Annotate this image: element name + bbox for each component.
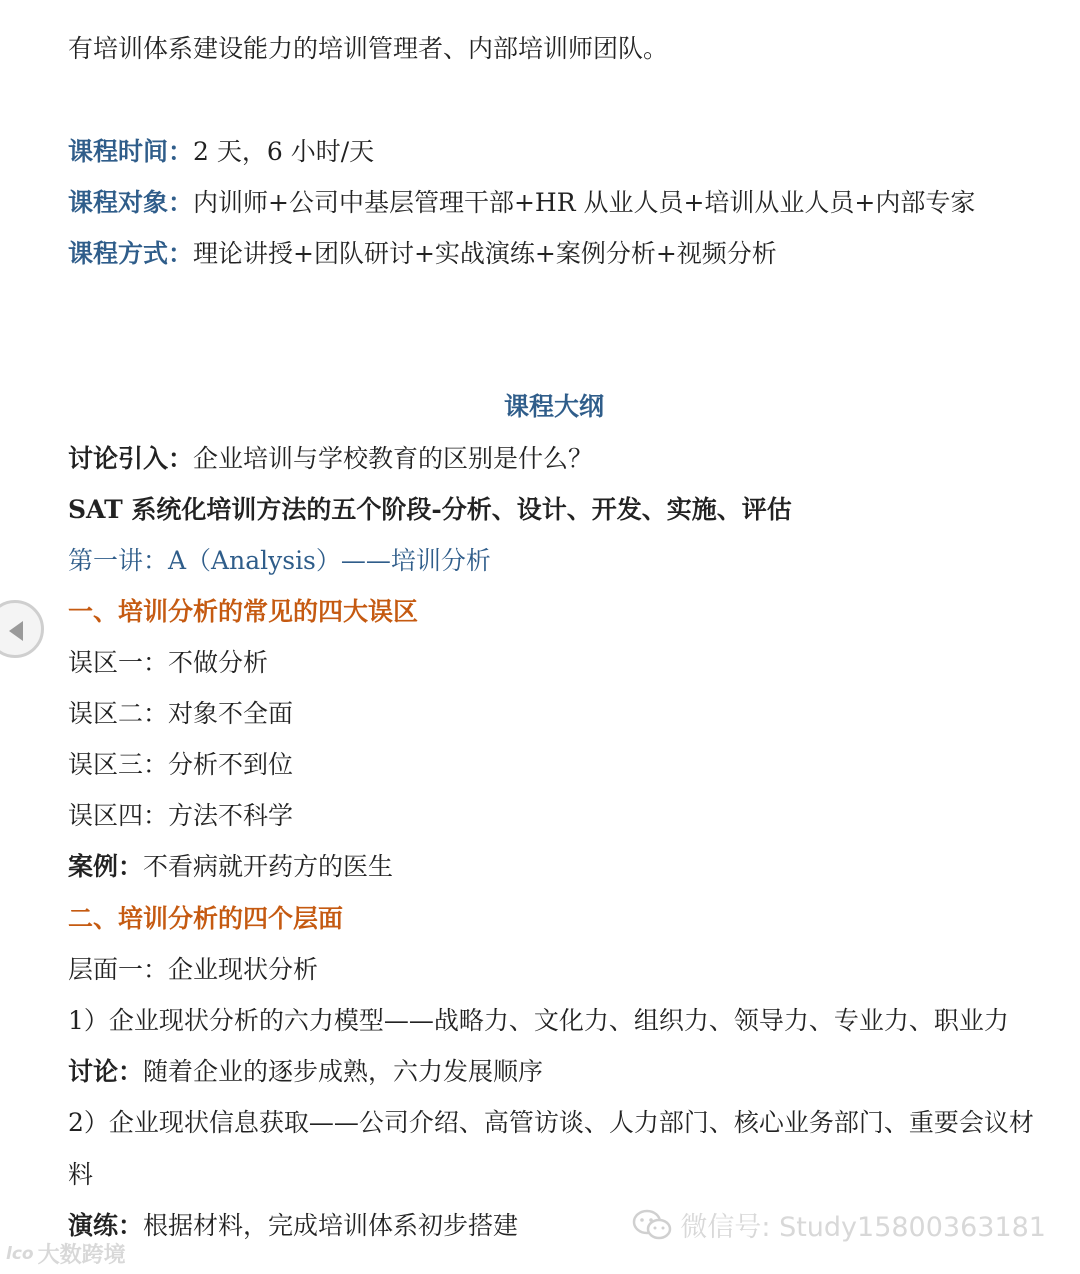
wechat-icon bbox=[632, 1208, 672, 1242]
back-button[interactable] bbox=[0, 600, 44, 658]
drill-label: 演练： bbox=[68, 1211, 144, 1240]
level-1: 层面一：企业现状分析 bbox=[68, 955, 319, 984]
case-text: 不看病就开药方的医生 bbox=[143, 852, 394, 881]
case-line bbox=[68, 851, 393, 883]
mistake-item: 误区一：不做分析 bbox=[68, 648, 269, 677]
lecture-1-heading: 第一讲：A（Analysis）——培训分析 bbox=[68, 546, 491, 575]
course-target-label: 课程对象： bbox=[68, 188, 194, 217]
course-time bbox=[68, 136, 374, 168]
discussion-text: 企业培训与学校教育的区别是什么？ bbox=[193, 444, 594, 473]
mistake-item: 误区三：分析不到位 bbox=[68, 750, 294, 779]
brand-watermark bbox=[6, 1238, 126, 1269]
course-time-label: 课程时间： bbox=[68, 137, 194, 166]
item-2: 2）企业现状信息获取——公司介绍、高管访谈、人力部门、核心业务部门、重要会议材 bbox=[68, 1108, 1034, 1137]
wechat-watermark bbox=[632, 1205, 1046, 1244]
case-label: 案例： bbox=[68, 852, 144, 881]
drill-line bbox=[68, 1210, 518, 1242]
discussion-2-label: 讨论： bbox=[68, 1057, 144, 1086]
discussion-2 bbox=[68, 1056, 543, 1088]
course-time-value: 2 天，6 小时/天 bbox=[193, 137, 375, 166]
course-target bbox=[68, 187, 975, 219]
item-1: 1）企业现状分析的六力模型——战略力、文化力、组织力、领导力、专业力、职业力 bbox=[68, 1006, 1009, 1035]
discussion-intro bbox=[68, 443, 593, 475]
course-method-label: 课程方式： bbox=[68, 239, 194, 268]
discussion-2-text: 随着企业的逐步成熟，六力发展顺序 bbox=[143, 1057, 544, 1086]
discussion-label: 讨论引入： bbox=[68, 444, 194, 473]
section-1-heading: 一、培训分析的常见的四大误区 bbox=[68, 597, 419, 626]
wechat-id-text: 微信号: Study15800363181 bbox=[680, 1212, 1046, 1243]
mistake-item: 误区二：对象不全面 bbox=[68, 699, 294, 728]
item-2-continued: 料 bbox=[68, 1160, 94, 1189]
brand-text: 大数跨境 bbox=[37, 1243, 126, 1268]
course-target-value: 内训师+公司中基层管理干部+HR 从业人员+培训从业人员+内部专家 bbox=[193, 188, 976, 217]
intro-line: 有培训体系建设能力的培训管理者、内部培训师团队。 bbox=[68, 34, 669, 63]
outline-title: 课程大纲 bbox=[503, 392, 604, 421]
back-arrow-icon bbox=[3, 618, 29, 644]
course-method bbox=[68, 238, 777, 270]
brand-logo-icon: lco bbox=[6, 1243, 34, 1264]
course-method-value: 理论讲授+团队研讨+实战演练+案例分析+视频分析 bbox=[193, 239, 777, 268]
mistake-item: 误区四：方法不科学 bbox=[68, 801, 294, 830]
drill-text: 根据材料，完成培训体系初步搭建 bbox=[143, 1211, 519, 1240]
sat-line: SAT 系统化培训方法的五个阶段-分析、设计、开发、实施、评估 bbox=[68, 495, 792, 524]
section-2-heading: 二、培训分析的四个层面 bbox=[68, 904, 344, 933]
